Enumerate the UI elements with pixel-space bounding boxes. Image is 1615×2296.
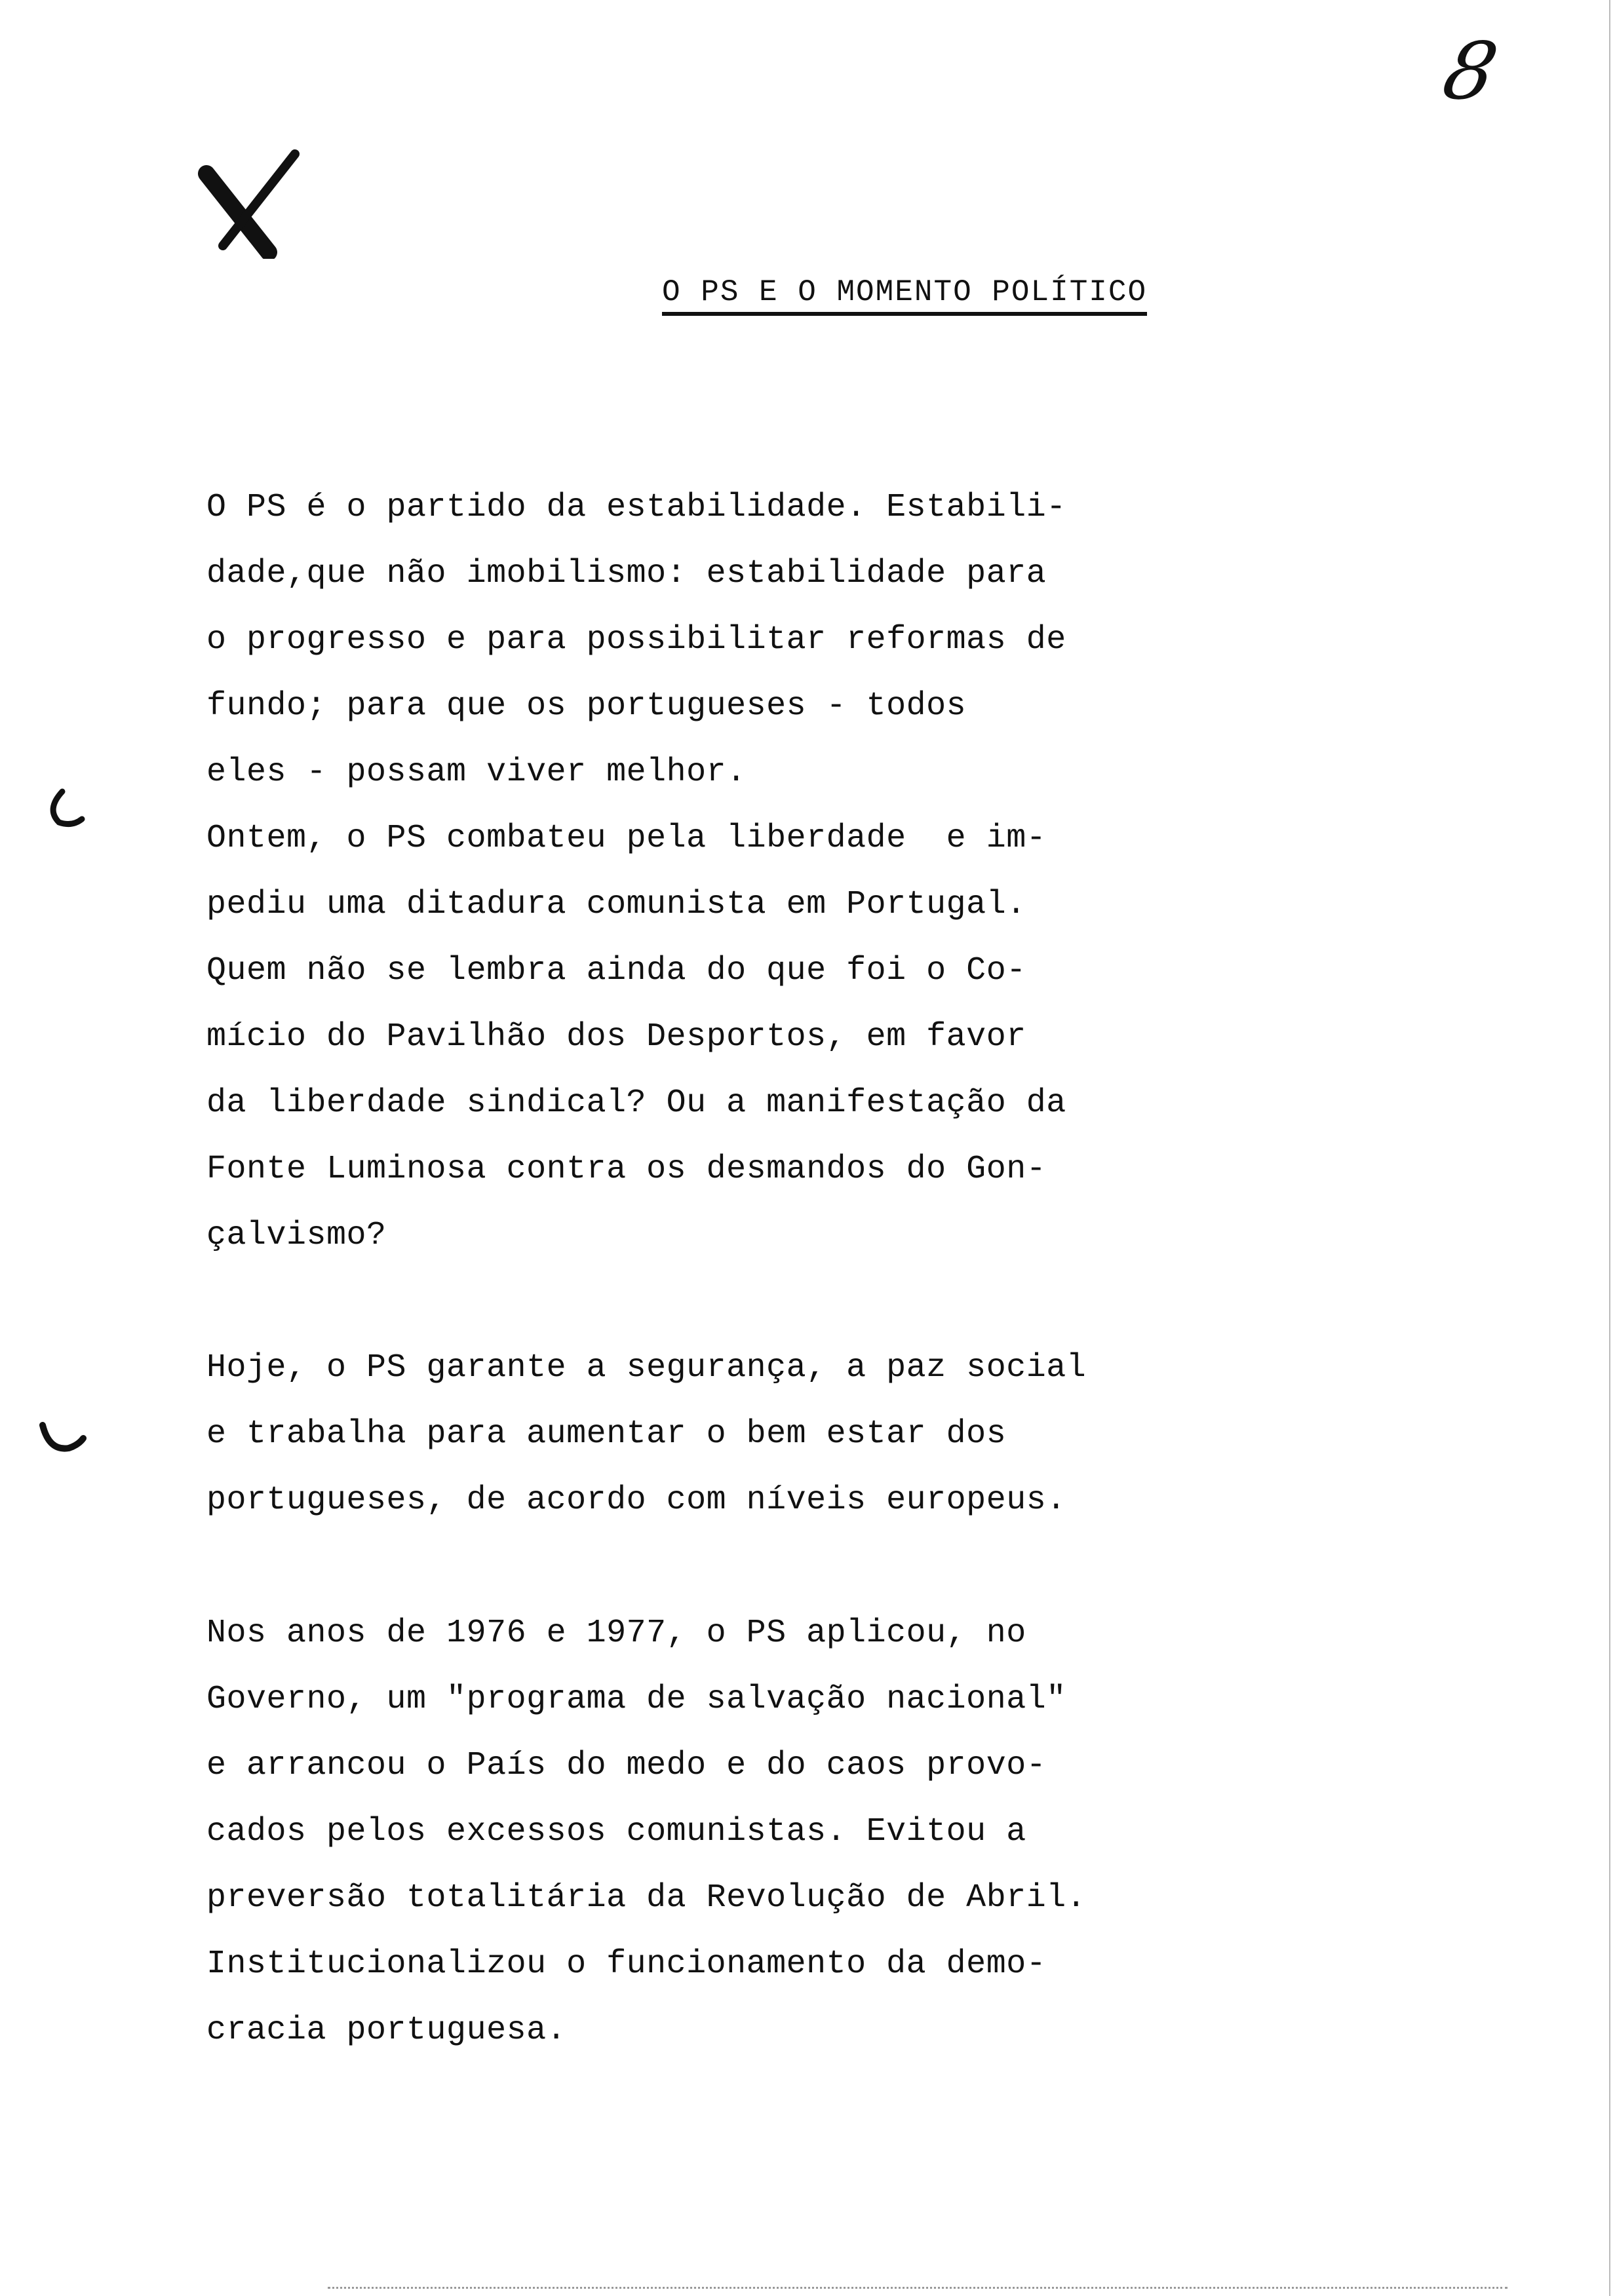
text-line: mício do Pavilhão dos Desportos, em favor (206, 1018, 1026, 1056)
text-line: cados pelos excessos comunistas. Evitou a (206, 1813, 1026, 1850)
handwritten-x-mark-icon (197, 147, 308, 259)
text-line: o progresso e para possibilitar reformas de (206, 621, 1066, 659)
text-line: O PS é o partido da estabilidade. Estabili- (206, 489, 1066, 526)
document-title: O PS E O MOMENTO POLÍTICO (662, 275, 1147, 316)
handwritten-margin-mark-icon (36, 1415, 88, 1461)
text-line: cracia portuguesa. (206, 2012, 567, 2049)
text-line: pediu uma ditadura comunista em Portugal. (206, 886, 1026, 923)
text-line: Quem não se lembra ainda do que foi o Co- (206, 952, 1026, 989)
text-line: Governo, um "programa de salvação nacional" (206, 1681, 1066, 1718)
text-line: Ontem, o PS combateu pela liberdade e im- (206, 820, 1047, 857)
text-line: e arrancou o País do medo e do caos provo- (206, 1747, 1047, 1784)
text-line: Institucionalizou o funcionamento da demo- (206, 1945, 1047, 1983)
text-line: Nos anos de 1976 e 1977, o PS aplicou, no (206, 1615, 1026, 1652)
text-line: portugueses, de acordo com níveis europeus. (206, 1482, 1066, 1519)
text-line: Fonte Luminosa contra os desmandos do Gon- (206, 1151, 1047, 1188)
scan-edge-line (1609, 0, 1610, 2296)
text-line: e trabalha para aumentar o bem estar dos (206, 1415, 1007, 1453)
text-line: fundo; para que os portugueses - todos (206, 687, 967, 725)
handwritten-margin-mark-icon (43, 786, 88, 832)
scan-bottom-noise (328, 2287, 1508, 2291)
text-line: çalvismo? (206, 1217, 387, 1254)
text-line: Hoje, o PS garante a segurança, a paz social (206, 1349, 1087, 1387)
text-line: preversão totalitária da Revolução de Abril. (206, 1879, 1087, 1917)
text-line: da liberdade sindical? Ou a manifestação da (206, 1084, 1066, 1122)
text-line: eles - possam viver melhor. (206, 754, 747, 791)
text-line: dade,que não imobilismo: estabilidade para (206, 555, 1047, 592)
handwritten-page-number: 8 (1435, 26, 1506, 117)
